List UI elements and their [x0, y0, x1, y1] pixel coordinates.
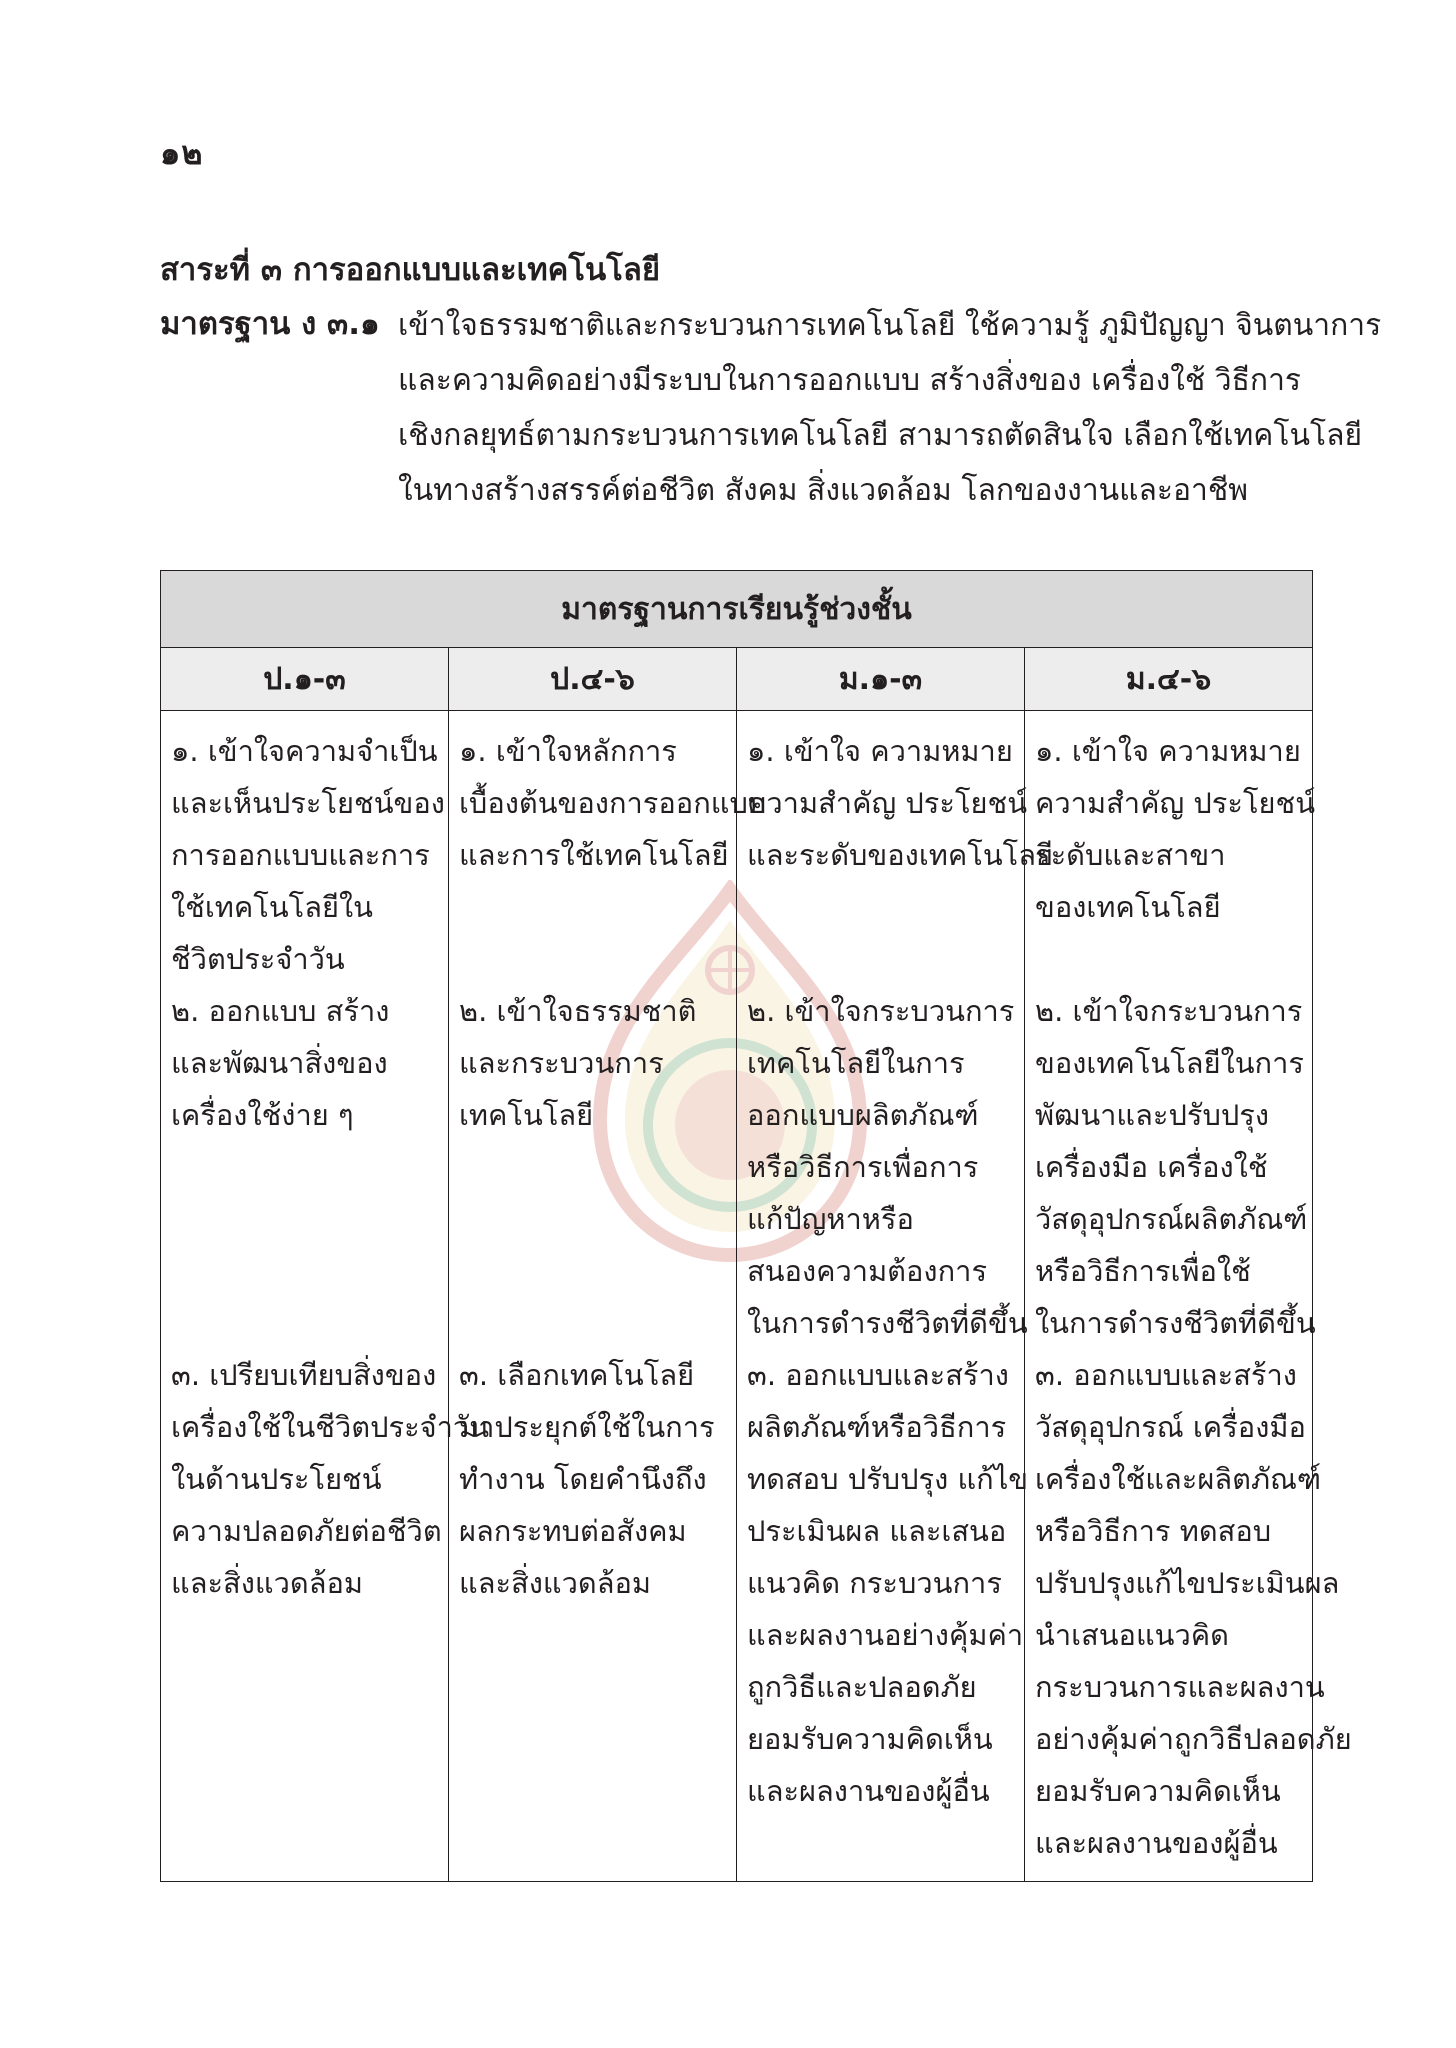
line: ผลกระทบต่อสังคม: [459, 1514, 687, 1548]
line: เบื้องต้นของการออกแบบ: [459, 786, 767, 820]
line: ความสำคัญ ประโยชน์: [1035, 786, 1316, 820]
line: ยอมรับความคิดเห็น: [1035, 1774, 1281, 1808]
learning-standards-table: [160, 570, 1352, 1882]
line: ในการดำรงชีวิตที่ดีขึ้น: [1035, 1306, 1316, 1340]
line: และผลงานของผู้อื่น: [1035, 1826, 1278, 1860]
line: วัสดุอุปกรณ์ เครื่องมือ: [1035, 1410, 1306, 1444]
standard-description: [398, 298, 1382, 518]
line: ในการดำรงชีวิตที่ดีขึ้น: [747, 1306, 1028, 1340]
indicator-3: [171, 1349, 490, 1609]
column-header-p1-3: ป.๑-๓: [161, 648, 449, 711]
line: และการใช้เทคโนโลยี: [459, 838, 729, 872]
standard-code: มาตรฐาน ง ๓.๑: [160, 306, 380, 342]
table-cell-m1-3: [737, 711, 1054, 1882]
line: ๒. เข้าใจธรรมชาติ: [459, 994, 697, 1028]
line: อย่างคุ้มค่าถูกวิธีปลอดภัย: [1035, 1722, 1352, 1756]
line: การออกแบบและการ: [171, 838, 430, 872]
standard-line: ในทางสร้างสรรค์ต่อชีวิต สังคม สิ่งแวดล้อม โลกของงานและอาชีพ: [398, 473, 1249, 508]
table-cell-p4-6: [449, 711, 767, 1882]
line: ในด้านประโยชน์: [171, 1462, 382, 1496]
column-header-m1-3: ม.๑-๓: [737, 648, 1025, 711]
line: เครื่องมือ เครื่องใช้: [1035, 1150, 1268, 1184]
standard-line: เข้าใจธรรมชาติและกระบวนการเทคโนโลยี ใช้ความรู้ ภูมิปัญญา จินตนาการ: [398, 308, 1382, 343]
line: วัสดุอุปกรณ์ผลิตภัณฑ์: [1035, 1202, 1308, 1236]
line: และผลงานอย่างคุ้มค่า: [747, 1618, 1024, 1652]
line: ถูกวิธีและปลอดภัย: [747, 1670, 977, 1704]
line: ๒. เข้าใจกระบวนการ: [1035, 994, 1303, 1028]
line: ชีวิตประจำวัน: [171, 942, 345, 976]
line: ๓. ออกแบบและสร้าง: [747, 1358, 1009, 1392]
line: ๓. เปรียบเทียบสิ่งของ: [171, 1358, 437, 1392]
strand-title: สาระที่ ๓ การออกแบบและเทคโนโลยี: [160, 252, 661, 288]
line: มาประยุกต์ใช้ในการ: [459, 1410, 715, 1444]
line: ใช้เทคโนโลยีใน: [171, 890, 373, 924]
standard-line: เชิงกลยุทธ์ตามกระบวนการเทคโนโลยี สามารถตัดสินใจ เลือกใช้เทคโนโลยี: [398, 418, 1363, 453]
line: และสิ่งแวดล้อม: [171, 1566, 364, 1600]
line: และผลงานของผู้อื่น: [747, 1774, 990, 1808]
line: เทคโนโลยี: [459, 1098, 594, 1132]
standard-line: และความคิดอย่างมีระบบในการออกแบบ สร้างสิ่งของ เครื่องใช้ วิธีการ: [398, 363, 1302, 398]
table-title: มาตรฐานการเรียนรู้ช่วงชั้น: [161, 571, 1313, 648]
line: และเห็นประโยชน์ของ: [171, 786, 445, 820]
line: และกระบวนการ: [459, 1046, 664, 1080]
indicator-2: [459, 985, 726, 1349]
line: ความสำคัญ ประโยชน์: [747, 786, 1028, 820]
line: เครื่องใช้และผลิตภัณฑ์: [1035, 1462, 1322, 1496]
indicator-3: [1035, 1349, 1352, 1869]
table-cell-p1-3: [161, 711, 490, 1882]
line: ระดับและสาขา: [1035, 838, 1226, 872]
line: ๓. ออกแบบและสร้าง: [1035, 1358, 1297, 1392]
indicator-3: [459, 1349, 726, 1609]
line: ๑. เข้าใจ ความหมาย: [747, 734, 1013, 768]
line: ออกแบบผลิตภัณฑ์: [747, 1098, 979, 1132]
indicator-1: [747, 725, 1054, 985]
table-cell-m4-6: [1025, 711, 1352, 1882]
line: แนวคิด กระบวนการ: [747, 1566, 1002, 1600]
line: ปรับปรุงแก้ไขประเมินผล: [1035, 1566, 1340, 1600]
indicator-2: [1035, 985, 1316, 1349]
line: ผลิตภัณฑ์หรือวิธีการ: [747, 1410, 1007, 1444]
line: แก้ปัญหาหรือ: [747, 1202, 914, 1236]
line: ประเมินผล และเสนอ: [747, 1514, 1007, 1548]
line: ของเทคโนโลยีในการ: [1035, 1046, 1304, 1080]
table-body-row: [161, 711, 1313, 1882]
line: ทดสอบ ปรับปรุง แก้ไข: [747, 1462, 1029, 1496]
indicator-2: [171, 985, 438, 1349]
line: เครื่องใช้ในชีวิตประจำวัน: [171, 1410, 490, 1444]
line: หรือวิธีการเพื่อใช้: [1035, 1254, 1251, 1288]
line: เทคโนโลยีในการ: [747, 1046, 965, 1080]
line: และพัฒนาสิ่งของ: [171, 1046, 388, 1080]
line: ๑. เข้าใจหลักการ: [459, 734, 677, 768]
page-number: ๑๒: [160, 134, 204, 172]
column-header-m4-6: ม.๔-๖: [1025, 648, 1313, 711]
line: กระบวนการและผลงาน: [1035, 1670, 1325, 1704]
line: หรือวิธีการ ทดสอบ: [1035, 1514, 1272, 1548]
column-header-p4-6: ป.๔-๖: [449, 648, 737, 711]
indicator-1: [171, 725, 445, 985]
indicator-3: [747, 1349, 1029, 1817]
line: นำเสนอแนวคิด: [1035, 1618, 1229, 1652]
indicator-2: [747, 985, 1028, 1349]
line: ๒. เข้าใจกระบวนการ: [747, 994, 1015, 1028]
line: และระดับของเทคโนโลยี: [747, 838, 1054, 872]
line: ความปลอดภัยต่อชีวิต: [171, 1514, 442, 1548]
line: ๑. เข้าใจ ความหมาย: [1035, 734, 1301, 768]
line: ๒. ออกแบบ สร้าง: [171, 994, 390, 1028]
line: ทำงาน โดยคำนึงถึง: [459, 1462, 707, 1496]
line: พัฒนาและปรับปรุง: [1035, 1098, 1269, 1132]
indicator-1: [459, 725, 767, 985]
line: ๑. เข้าใจความจำเป็น: [171, 734, 438, 768]
line: ยอมรับความคิดเห็น: [747, 1722, 993, 1756]
line: สนองความต้องการ: [747, 1254, 988, 1288]
line: เครื่องใช้ง่าย ๆ: [171, 1098, 354, 1132]
line: ของเทคโนโลยี: [1035, 890, 1221, 924]
line: ๓. เลือกเทคโนโลยี: [459, 1358, 695, 1392]
line: หรือวิธีการเพื่อการ: [747, 1150, 979, 1184]
line: และสิ่งแวดล้อม: [459, 1566, 652, 1600]
indicator-1: [1035, 725, 1316, 985]
